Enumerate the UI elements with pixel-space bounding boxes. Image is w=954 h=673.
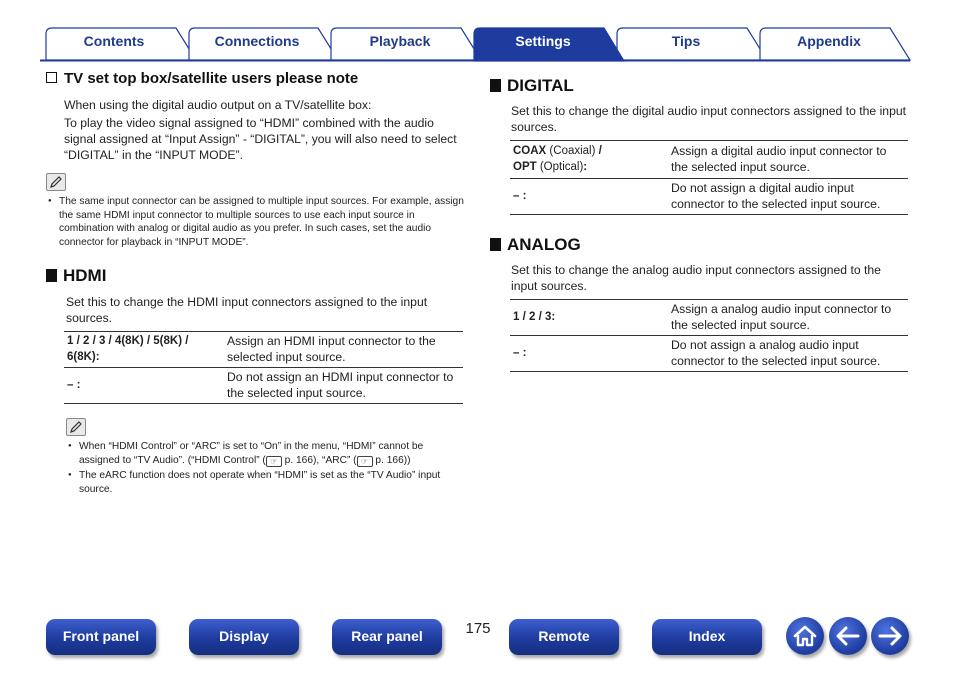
note-heading bbox=[46, 70, 358, 87]
digital-description: Set this to change the digital audio input connectors assigned to the input sources. bbox=[511, 104, 907, 134]
key-text: (Optical) bbox=[536, 160, 584, 173]
tab-playback-label[interactable]: Playback bbox=[369, 33, 431, 49]
rear-panel-button[interactable]: Rear panel bbox=[332, 619, 442, 655]
table-key: – : bbox=[510, 179, 668, 215]
front-panel-button[interactable]: Front panel bbox=[46, 619, 156, 655]
table-value: Assign a digital audio input connector to the selected input source. bbox=[668, 141, 908, 179]
key-text: OPT bbox=[513, 160, 537, 173]
memo-list-2 bbox=[68, 440, 466, 498]
table-key: – : bbox=[64, 368, 224, 404]
memo-item bbox=[68, 440, 466, 467]
note-heading-text: TV set top box/satellite users please note bbox=[64, 70, 359, 87]
note-line-2: To play the video signal assigned to “HDMI” combined with the audio signal assigned at “Input Assign” - “DIGITAL”, you will also need to select “DIGITAL” in the “INPUT MODE”. bbox=[64, 116, 457, 162]
hdmi-section-title bbox=[46, 266, 106, 286]
analog-description: Set this to change the analog audio input connectors assigned to the input sources. bbox=[511, 263, 881, 293]
forward-arrow-icon[interactable] bbox=[871, 617, 909, 655]
page-reference-icon: ☞ bbox=[266, 456, 282, 467]
table-row bbox=[510, 141, 908, 179]
memo-item: ● The eARC function does not operate when “HDMI” is set as the “TV Audio” input source. bbox=[68, 469, 466, 496]
key-text: : bbox=[583, 160, 588, 173]
hdmi-table bbox=[64, 331, 463, 404]
square-bullet-icon bbox=[46, 269, 57, 282]
square-bullet-icon bbox=[490, 238, 501, 251]
table-value: Assign an HDMI input connector to the selected input source. bbox=[224, 332, 463, 368]
table-value: Do not assign a digital audio input connector to the selected input source. bbox=[668, 179, 908, 215]
table-row bbox=[510, 300, 908, 336]
table-key bbox=[510, 141, 668, 179]
table-value: Do not assign an HDMI input connector to the selected input source. bbox=[224, 368, 463, 404]
table-row bbox=[64, 332, 463, 368]
table-row bbox=[510, 336, 908, 372]
table-value: Assign a analog audio input connector to the selected input source. bbox=[668, 300, 908, 336]
memo-item: ● The same input connector can be assigned to multiple input sources. For example, assign the same HDMI input connector to multiple sources to use each input source in combination with analog or digital audio as you prefer. In such cases, set the audio connector for playback in “INPUT MODE”. bbox=[48, 195, 466, 249]
table-row bbox=[510, 179, 908, 215]
key-text: (Coaxial) bbox=[546, 145, 599, 157]
pencil-icon bbox=[46, 173, 66, 191]
pencil-icon bbox=[66, 418, 86, 436]
index-button[interactable]: Index bbox=[652, 619, 762, 655]
hdmi-title-text: HDMI bbox=[63, 266, 107, 285]
hdmi-description: Set this to change the HDMI input connectors assigned to the input sources. bbox=[66, 295, 428, 325]
tab-contents-label[interactable]: Contents bbox=[83, 33, 145, 49]
tab-appendix-label[interactable]: Appendix bbox=[797, 33, 861, 49]
table-key: 1 / 2 / 3: bbox=[510, 300, 668, 336]
table-value: Do not assign a analog audio input connector to the selected input source. bbox=[668, 336, 908, 372]
tab-connections-label[interactable]: Connections bbox=[214, 33, 300, 49]
page-number: 175 bbox=[465, 620, 491, 637]
analog-title-text: ANALOG bbox=[507, 235, 581, 254]
page-reference-icon: ☞ bbox=[357, 456, 373, 467]
analog-section-title bbox=[490, 235, 581, 255]
digital-section-title bbox=[490, 76, 574, 96]
square-bullet-icon bbox=[490, 79, 501, 92]
tab-tips-label[interactable]: Tips bbox=[671, 33, 701, 49]
key-text: / bbox=[598, 145, 602, 157]
table-key: – : bbox=[510, 336, 668, 372]
key-text: COAX bbox=[513, 145, 547, 157]
analog-table bbox=[510, 299, 908, 372]
display-button[interactable]: Display bbox=[189, 619, 299, 655]
note-line-1: When using the digital audio output on a TV/satellite box: bbox=[64, 98, 372, 112]
tab-settings-label[interactable]: Settings bbox=[515, 33, 571, 49]
back-arrow-icon[interactable] bbox=[829, 617, 867, 655]
table-row bbox=[64, 368, 463, 404]
table-key: 1 / 2 / 3 / 4(8K) / 5(8K) / 6(8K): bbox=[64, 332, 224, 368]
memo-text: When “HDMI Control” or “ARC” is set to “On” in the menu, “HDMI” cannot be assigned to “TV Audio”. (“HDMI Control” ( bbox=[79, 441, 424, 466]
remote-button[interactable]: Remote bbox=[509, 619, 619, 655]
top-tab-bar bbox=[0, 0, 954, 62]
digital-table bbox=[510, 140, 908, 215]
digital-title-text: DIGITAL bbox=[507, 76, 574, 95]
memo-text[interactable]: p. 166), “ARC” ( bbox=[284, 454, 357, 466]
memo-text[interactable]: p. 166)) bbox=[375, 454, 411, 466]
memo-list-1 bbox=[48, 195, 466, 251]
checkbox-icon bbox=[46, 72, 57, 83]
home-icon[interactable] bbox=[786, 617, 824, 655]
